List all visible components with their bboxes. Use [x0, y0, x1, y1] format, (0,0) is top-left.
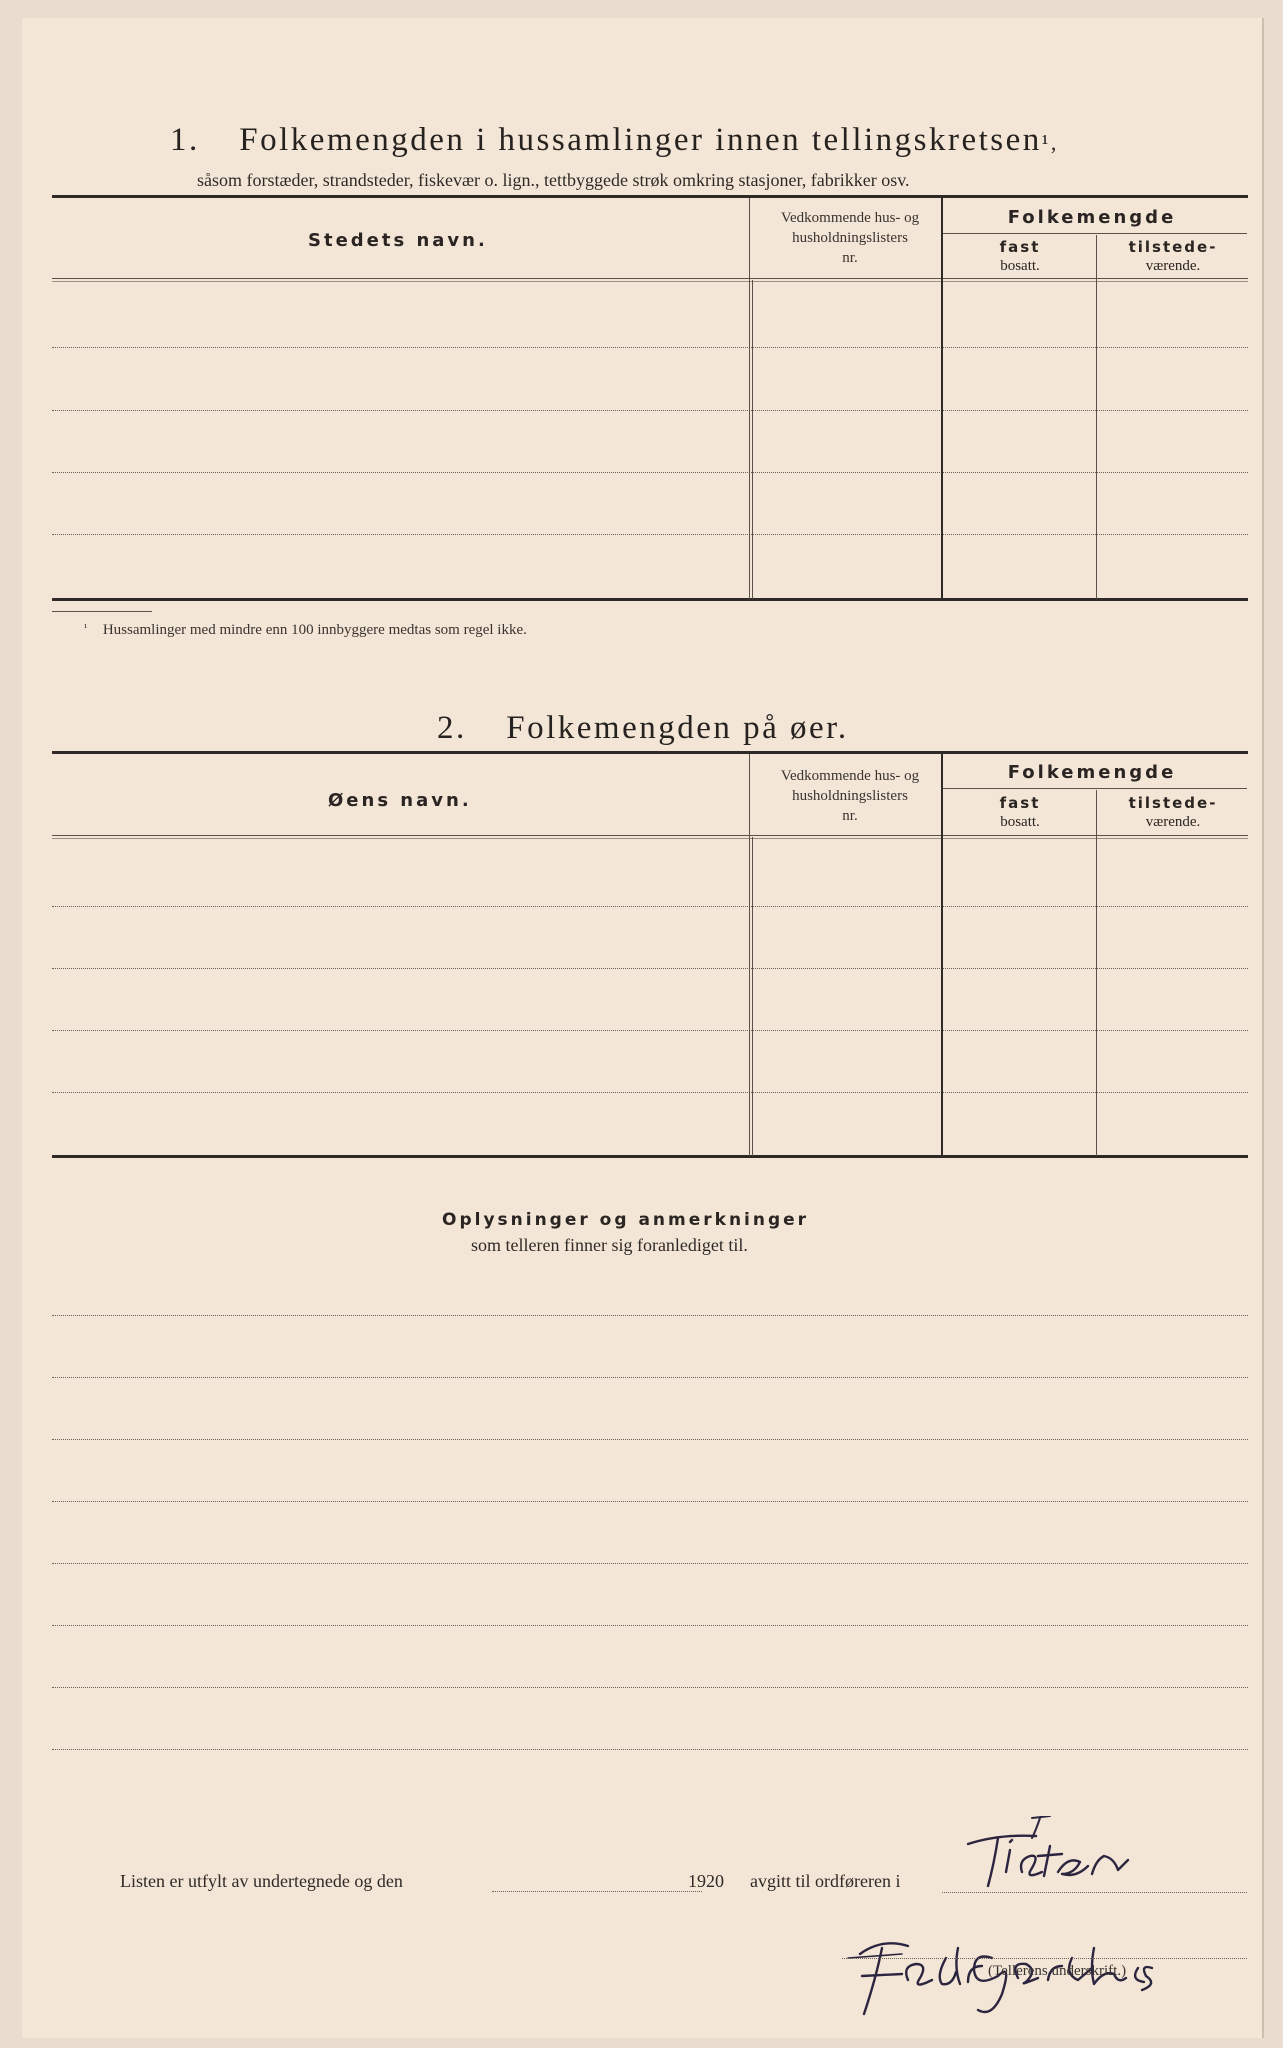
signoff-prefix: Listen er utfylt av undertegnede og den: [120, 1871, 403, 1891]
section1-header-bottom-rule2: [52, 281, 1248, 282]
section2-col-list-line3: nr.: [842, 808, 858, 824]
section2-col-tilstede-line1: tilstede-: [1128, 794, 1218, 812]
section2-col-list-line1: Vedkommende hus- og: [780, 768, 920, 784]
section2-col-divider: [941, 754, 943, 1156]
section1-title: [170, 122, 1059, 159]
section1-table-bottom-rule: [52, 598, 1248, 601]
section1-col-divider: [941, 198, 943, 599]
section1-col-name-header: Stedets navn.: [308, 230, 488, 251]
section1-col-fast-line2: bosatt.: [1000, 258, 1040, 274]
section2-col-tilstede-header: [1098, 794, 1248, 832]
section1-footnote-mark: ¹: [84, 622, 88, 634]
section1-group-rule: [942, 233, 1247, 234]
section1-col-divider: [752, 280, 753, 599]
notes-line: [52, 1563, 1248, 1564]
section1-row-line: [52, 534, 1248, 535]
notes-line: [52, 1315, 1248, 1316]
section1-col-list-line2: husholdningslisters: [792, 230, 908, 246]
section1-col-list-header: [750, 208, 950, 268]
section1-col-tilstede-header: [1098, 238, 1248, 276]
notes-line: [52, 1625, 1248, 1626]
section1-col-tilstede-line2: værende.: [1145, 258, 1201, 274]
section2-row-line: [52, 968, 1248, 969]
signoff-middle: avgitt til ordføreren i: [750, 1871, 901, 1891]
section2-col-fast-header: [944, 794, 1096, 832]
section2-col-list-line2: husholdningslisters: [792, 788, 908, 804]
section2-col-list-header: [750, 766, 950, 826]
section1-header-bottom-rule: [52, 278, 1248, 279]
section2-row-line: [52, 1030, 1248, 1031]
section2-group-rule: [942, 788, 1247, 789]
signature-caption: (Tellerens underskrift.): [988, 1963, 1127, 1979]
section2-row-line: [52, 906, 1248, 907]
section2-table-top-rule: [52, 751, 1248, 754]
section2-row-line: [52, 1092, 1248, 1093]
section2-title-text: Folkemengden på øer.: [506, 710, 849, 746]
section2-table-bottom-rule: [52, 1155, 1248, 1158]
notes-line: [52, 1439, 1248, 1440]
section2-col-divider: [752, 837, 753, 1156]
handwritten-place: [958, 1816, 1178, 1896]
section1-col-group-header: Folkemengde: [1007, 207, 1177, 228]
section1-row-line: [52, 410, 1248, 411]
census-form-page: [22, 18, 1264, 2038]
section1-title-text: Folkemengden i hussamlinger innen tellingskretsen: [239, 122, 1042, 158]
section1-subtitle: såsom forstæder, strandsteder, fiskevær o. lign., tettbyggede strøk omkring stasjoner, fabrikker osv.: [197, 170, 910, 190]
section2-header-bottom-rule: [52, 835, 1248, 836]
section1-col-list-line3: nr.: [842, 250, 858, 266]
notes-line: [52, 1377, 1248, 1378]
section1-row-line: [52, 347, 1248, 348]
section1-col-list-line1: Vedkommende hus- og: [780, 210, 920, 226]
section1-number: 1.: [170, 122, 200, 158]
section1-col-divider: [1096, 235, 1097, 599]
section1-col-fast-line1: fast: [999, 238, 1041, 256]
section1-title-suffix: ¹,: [1041, 130, 1059, 155]
footnote-rule: [52, 611, 152, 612]
notes-line: [52, 1501, 1248, 1502]
section2-col-divider: [749, 754, 750, 1156]
signoff-date-line: [492, 1891, 702, 1892]
section1-col-divider: [749, 198, 750, 599]
section1-row-line: [52, 472, 1248, 473]
section2-col-tilstede-line2: værende.: [1145, 814, 1201, 830]
section2-col-divider: [1096, 790, 1097, 1156]
section2-header-bottom-rule2: [52, 838, 1248, 839]
section2-number: 2.: [437, 710, 467, 746]
section3-title: Oplysninger og anmerkninger: [442, 1210, 810, 1230]
section2-col-name-header: Øens navn.: [328, 790, 472, 811]
notes-line: [52, 1687, 1248, 1688]
signature-line: [842, 1958, 1247, 1959]
section1-footnote-text: Hussamlinger med mindre enn 100 innbyggere medtas som regel ikke.: [102, 622, 527, 638]
section1-col-fast-header: [944, 238, 1096, 276]
notes-line: [52, 1749, 1248, 1750]
section2-col-fast-line2: bosatt.: [1000, 814, 1040, 830]
section1-footnote: [84, 622, 527, 639]
section2-col-group-header: Folkemengde: [1007, 762, 1177, 783]
section2-title: [437, 710, 849, 747]
section1-col-tilstede-line1: tilstede-: [1128, 238, 1218, 256]
section1-table-top-rule: [52, 195, 1248, 198]
section3-subtitle: som telleren finner sig foranlediget til.: [471, 1235, 748, 1255]
signoff-year: 1920: [688, 1871, 724, 1891]
section2-col-fast-line1: fast: [999, 794, 1041, 812]
